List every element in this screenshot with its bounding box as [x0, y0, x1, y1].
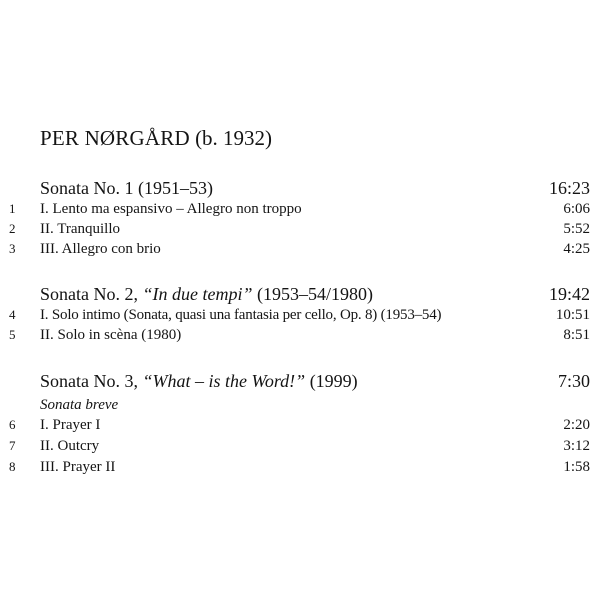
work-years: (1953–54/1980) [257, 284, 373, 304]
track-number: 2 [9, 221, 16, 236]
track-row [0, 239, 590, 259]
work-heading [40, 369, 590, 393]
work-subtitle: “In due tempi” [142, 284, 253, 304]
track-number: 3 [9, 241, 16, 256]
track-row [0, 219, 590, 239]
track-title: I. Lento ma espansivo – Allegro non troppo [40, 201, 302, 217]
track-title: I. Solo intimo (Sonata, quasi una fantasia per cello, Op. 8) (1953–54) [40, 307, 442, 323]
track-row [0, 415, 590, 435]
work-title: Sonata No. 2, [40, 284, 138, 304]
work-note: Sonata breve [40, 397, 119, 413]
track-duration: 5:52 [563, 221, 590, 237]
work-duration: 19:42 [548, 284, 590, 304]
track-duration: 6:06 [563, 201, 590, 217]
track-row [0, 325, 590, 345]
track-title: I. Prayer I [40, 417, 101, 433]
track-number: 4 [9, 307, 16, 322]
work-duration: 7:30 [557, 371, 590, 391]
track-duration: 8:51 [563, 327, 590, 343]
track-number: 1 [9, 201, 16, 216]
composer-heading [40, 126, 272, 150]
work-years: (1951–53) [138, 178, 213, 198]
composer-dates: (b. 1932) [195, 126, 273, 150]
track-number: 6 [9, 417, 16, 432]
track-duration: 3:12 [563, 438, 590, 454]
work-title: Sonata No. 3, [40, 371, 138, 391]
track-row [0, 436, 590, 456]
track-row [0, 199, 590, 219]
work-years: (1999) [309, 371, 358, 391]
track-title: II. Outcry [40, 438, 100, 454]
track-duration: 4:25 [563, 241, 590, 257]
track-title: II. Tranquillo [40, 221, 121, 237]
track-duration: 2:20 [563, 417, 590, 433]
track-title: III. Allegro con brio [40, 241, 161, 257]
track-number: 8 [9, 459, 16, 474]
track-title: II. Solo in scèna (1980) [40, 327, 182, 343]
work-heading [40, 176, 590, 200]
work-duration: 16:23 [548, 178, 590, 198]
track-row [0, 457, 590, 477]
work-subtitle: “What – is the Word!” [142, 371, 306, 391]
work-title: Sonata No. 1 [40, 178, 134, 198]
composer-name: PER NØRGÅRD [40, 126, 190, 150]
track-title: III. Prayer II [40, 459, 116, 475]
track-duration: 1:58 [563, 459, 590, 475]
track-number: 5 [9, 327, 16, 342]
track-number: 7 [9, 438, 16, 453]
track-duration: 10:51 [555, 307, 590, 323]
track-row [0, 305, 590, 325]
work-heading [40, 282, 590, 306]
